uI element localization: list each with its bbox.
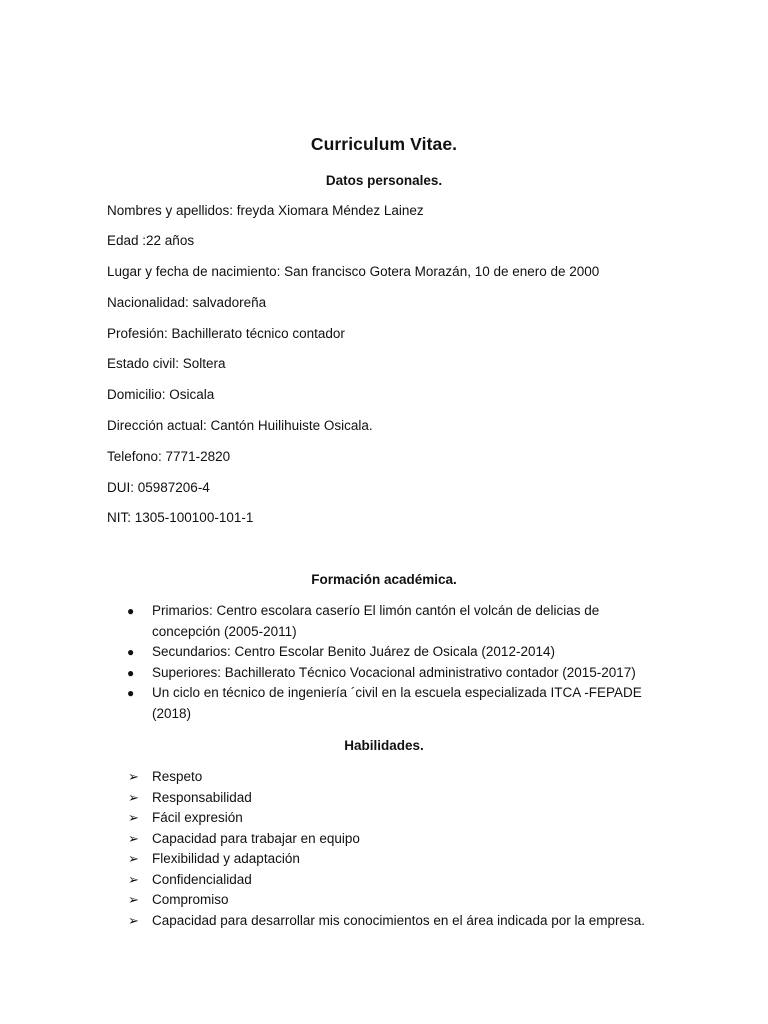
list-item: [0, 663, 768, 684]
skills-heading: Habilidades.: [344, 738, 424, 753]
skill-item-text: Flexibilidad y adaptación: [152, 851, 300, 866]
arrow-bullet-icon: ➢: [128, 912, 139, 928]
skill-item-text: Capacidad para desarrollar mis conocimientos en el área indicada por la empresa.: [152, 912, 646, 928]
skill-item-text: Confidencialidad: [152, 871, 252, 887]
education-item-text: Primarios: Centro escolara caserío El limón cantón el volcán de delicias de concepción (2005-2011): [152, 603, 600, 639]
skill-item-text: Capacidad para trabajar en equipo: [152, 830, 360, 846]
list-item: [0, 911, 768, 932]
education-item-text: Superiores: Bachillerato Técnico Vocacional administrativo contador (2015-2017): [152, 664, 636, 680]
list-item: [0, 870, 768, 891]
arrow-bullet-icon: ➢: [128, 851, 139, 866]
field-age: Edad :22 años: [107, 233, 195, 248]
field-phone: Telefono: 7771-2820: [107, 449, 231, 464]
bullet-icon: ●: [127, 645, 135, 659]
skill-item-text: Fácil expresión: [152, 810, 243, 825]
skills-list: [0, 767, 768, 931]
field-nit: NIT: 1305-100100-101-1: [107, 510, 254, 525]
personal-data-heading: Datos personales.: [325, 173, 443, 188]
field-nationality: Nacionalidad: salvadoreña: [107, 295, 267, 310]
education-item-text: Un ciclo en técnico de ingeniería ´civil en la escuela especializada ITCA -FEPADE (2018): [152, 685, 642, 721]
field-birth-place-date: Lugar y fecha de nacimiento: San francisco Gotera Morazán, 10 de enero de 2000: [107, 264, 600, 279]
list-item: [0, 683, 768, 724]
education-list: [0, 601, 768, 724]
field-profession: Profesión: Bachillerato técnico contador: [107, 326, 345, 341]
arrow-bullet-icon: ➢: [128, 892, 139, 907]
arrow-bullet-icon: ➢: [128, 789, 139, 805]
skill-item-text: Responsabilidad: [152, 789, 252, 805]
arrow-bullet-icon: ➢: [128, 810, 139, 825]
field-civil-status: Estado civil: Soltera: [107, 356, 226, 371]
list-item: [0, 890, 768, 911]
field-domicile: Domicilio: Osicala: [107, 387, 215, 402]
arrow-bullet-icon: ➢: [128, 769, 139, 784]
bullet-icon: ●: [127, 665, 135, 680]
list-item: [0, 788, 768, 809]
arrow-bullet-icon: ➢: [128, 871, 139, 887]
list-item: [0, 829, 768, 850]
list-item: [0, 808, 768, 829]
field-full-name: Nombres y apellidos: freyda Xiomara Méndez Lainez: [107, 203, 424, 218]
skill-item-text: Compromiso: [152, 892, 229, 907]
education-item-text: Secundarios: Centro Escolar Benito Juárez de Osicala (2012-2014): [152, 644, 555, 659]
skill-item-text: Respeto: [152, 769, 203, 784]
bullet-icon: ●: [127, 604, 135, 618]
document-title: Curriculum Vitae.: [310, 134, 458, 154]
field-current-address: Dirección actual: Cantón Huilihuiste Osicala.: [107, 418, 373, 433]
field-dui: DUI: 05987206-4: [107, 480, 210, 495]
education-heading: Formación académica.: [311, 572, 457, 587]
arrow-bullet-icon: ➢: [128, 830, 139, 846]
list-item: [0, 767, 768, 788]
list-item: [0, 849, 768, 870]
bullet-icon: ●: [127, 686, 135, 700]
list-item: [0, 642, 768, 663]
list-item: [0, 601, 768, 642]
